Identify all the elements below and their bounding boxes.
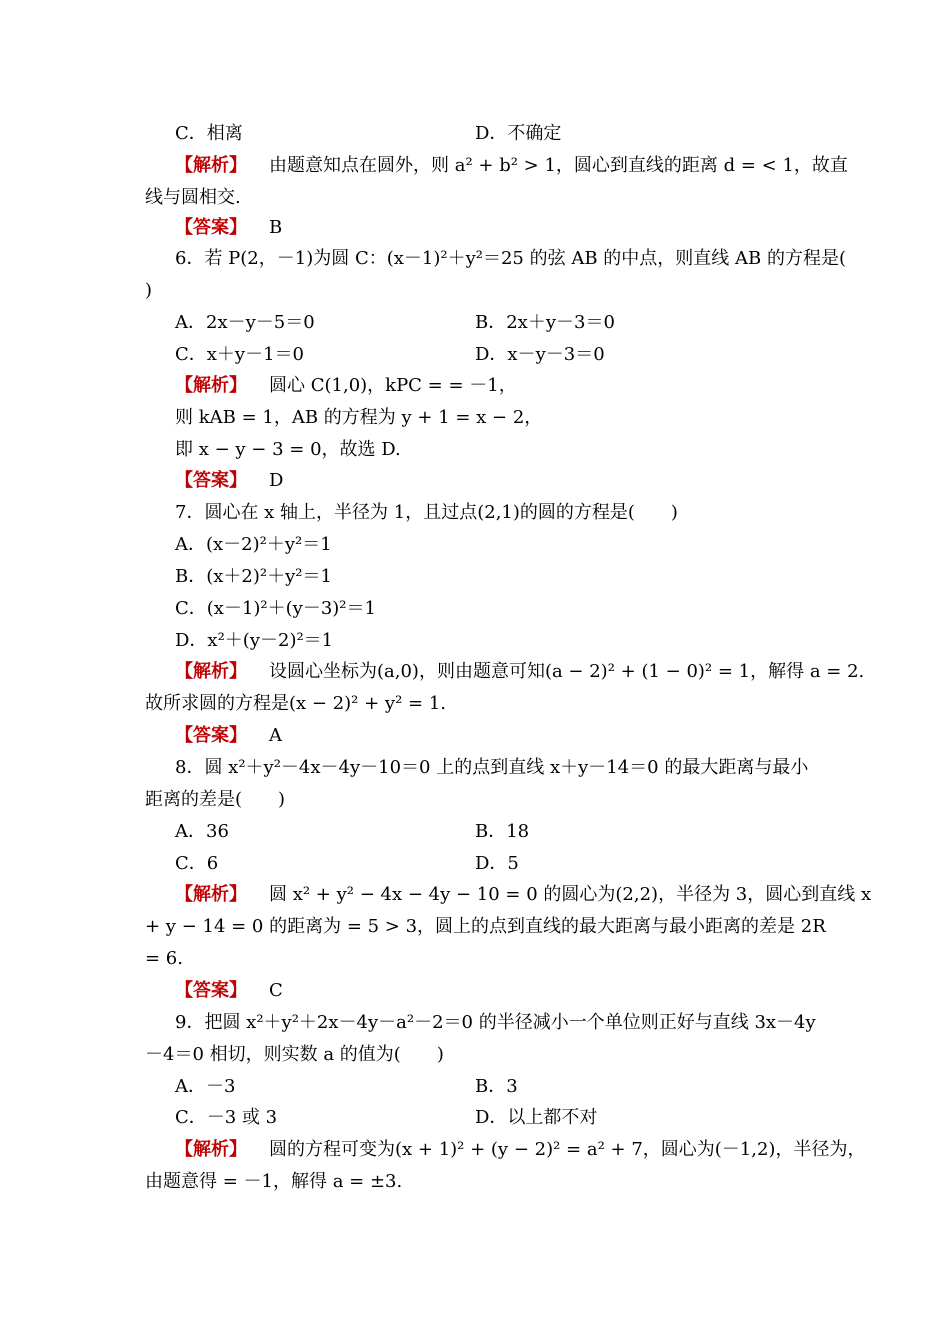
q5-analysis-cont: 线与圆相交. [145,187,241,208]
analysis-tag: 【解析】 [175,375,247,396]
q9-option-row-1 [175,1071,810,1103]
q9-option-row-2 [175,1102,810,1134]
answer-tag: 【答案】 [175,470,247,491]
q6-analysis-cont-2: 即 x − y − 3 = 0，故选 D. [175,439,401,460]
answer-tag: 【答案】 [175,725,247,746]
option-c: C．x＋y－1＝0 [175,344,304,365]
q6-analysis: 【解析】 圆心 C(1,0)，kPC = = －1， [175,375,517,396]
option-a: A．36 [175,821,229,842]
q6-option-row-1 [175,307,810,339]
analysis-tag: 【解析】 [175,661,247,682]
q8-analysis-cont-1: + y − 14 = 0 的距离为 = 5 > 3，圆上的点到直线的最大距离与最小距离的差是 2R [145,916,826,937]
option-b: B．2x＋y－3＝0 [475,312,615,333]
option-d: D．以上都不对 [475,1107,598,1128]
answer-tag: 【答案】 [175,217,247,238]
option-c: C．－3 或 3 [175,1107,278,1128]
q7-answer: 【答案】 A [175,725,282,746]
q7-option-b: B．(x＋2)²＋y²＝1 [175,566,332,587]
q8-analysis: 【解析】 圆 x² + y² − 4x − 4y − 10 = 0 的圆心为(2,2)，半径为 3，圆心到直线 x [175,884,872,905]
answer-tag: 【答案】 [175,980,247,1001]
analysis-tag: 【解析】 [175,1139,247,1160]
q8-analysis-cont-2: = 6. [145,948,183,969]
q8-option-row-2 [175,848,810,880]
q9-stem-cont: －4＝0 相切，则实数 a 的值为( ) [145,1044,444,1065]
q6-answer: 【答案】 D [175,470,284,491]
q7-stem: 7．圆心在 x 轴上，半径为 1，且过点(2,1)的圆的方程是( ) [175,502,678,523]
q8-stem: 8．圆 x²＋y²－4x－4y－10＝0 上的点到直线 x＋y－14＝0 的最大距离与最小 [175,757,809,778]
q6-stem: 6．若 P(2，－1)为圆 C：(x－1)²＋y²＝25 的弦 AB 的中点，则直线 AB 的方程是( [175,248,846,269]
option-d: D．5 [475,853,519,874]
q7-option-d: D．x²＋(y－2)²＝1 [175,630,334,651]
option-a: A．2x－y－5＝0 [175,312,315,333]
q5-answer: 【答案】 B [175,217,283,238]
q5-option-row [175,118,810,150]
q6-option-row-2 [175,339,810,371]
q8-stem-cont: 距离的差是( ) [145,789,286,810]
q8-answer: 【答案】 C [175,980,283,1001]
q8-option-row-1 [175,816,810,848]
option-c: C．6 [175,853,219,874]
option-d: D．不确定 [475,123,562,144]
q6-analysis-cont-1: 则 kAB = 1，AB 的方程为 y + 1 = x − 2， [175,407,543,428]
option-d: D．x－y－3＝0 [475,344,605,365]
q7-option-c: C．(x－1)²＋(y－3)²＝1 [175,598,376,619]
q9-analysis-cont: 由题意得 = －1，解得 a = ±3. [145,1171,403,1192]
option-a: A．－3 [175,1076,236,1097]
option-b: B．18 [475,821,530,842]
analysis-tag: 【解析】 [175,155,247,176]
q7-analysis-cont: 故所求圆的方程是(x − 2)² + y² = 1. [145,693,446,714]
analysis-tag: 【解析】 [175,884,247,905]
q6-stem-cont: ) [145,280,153,301]
q7-analysis: 【解析】 设圆心坐标为(a,0)，则由题意可知(a − 2)² + (1 − 0)² = 1，解得 a = 2. [175,661,865,682]
q9-stem: 9．把圆 x²＋y²＋2x－4y－a²－2＝0 的半径减小一个单位则正好与直线 3x－4y [175,1012,816,1033]
q7-option-a: A．(x－2)²＋y²＝1 [175,534,332,555]
q5-analysis: 【解析】 由题意知点在圆外，则 a² + b² > 1，圆心到直线的距离 d = < 1，故直 [175,155,848,176]
option-b: B．3 [475,1076,518,1097]
q9-analysis: 【解析】 圆的方程可变为(x + 1)² + (y − 2)² = a² + 7，圆心为(－1,2)，半径为， [175,1139,866,1160]
option-c: C．相离 [175,123,243,144]
